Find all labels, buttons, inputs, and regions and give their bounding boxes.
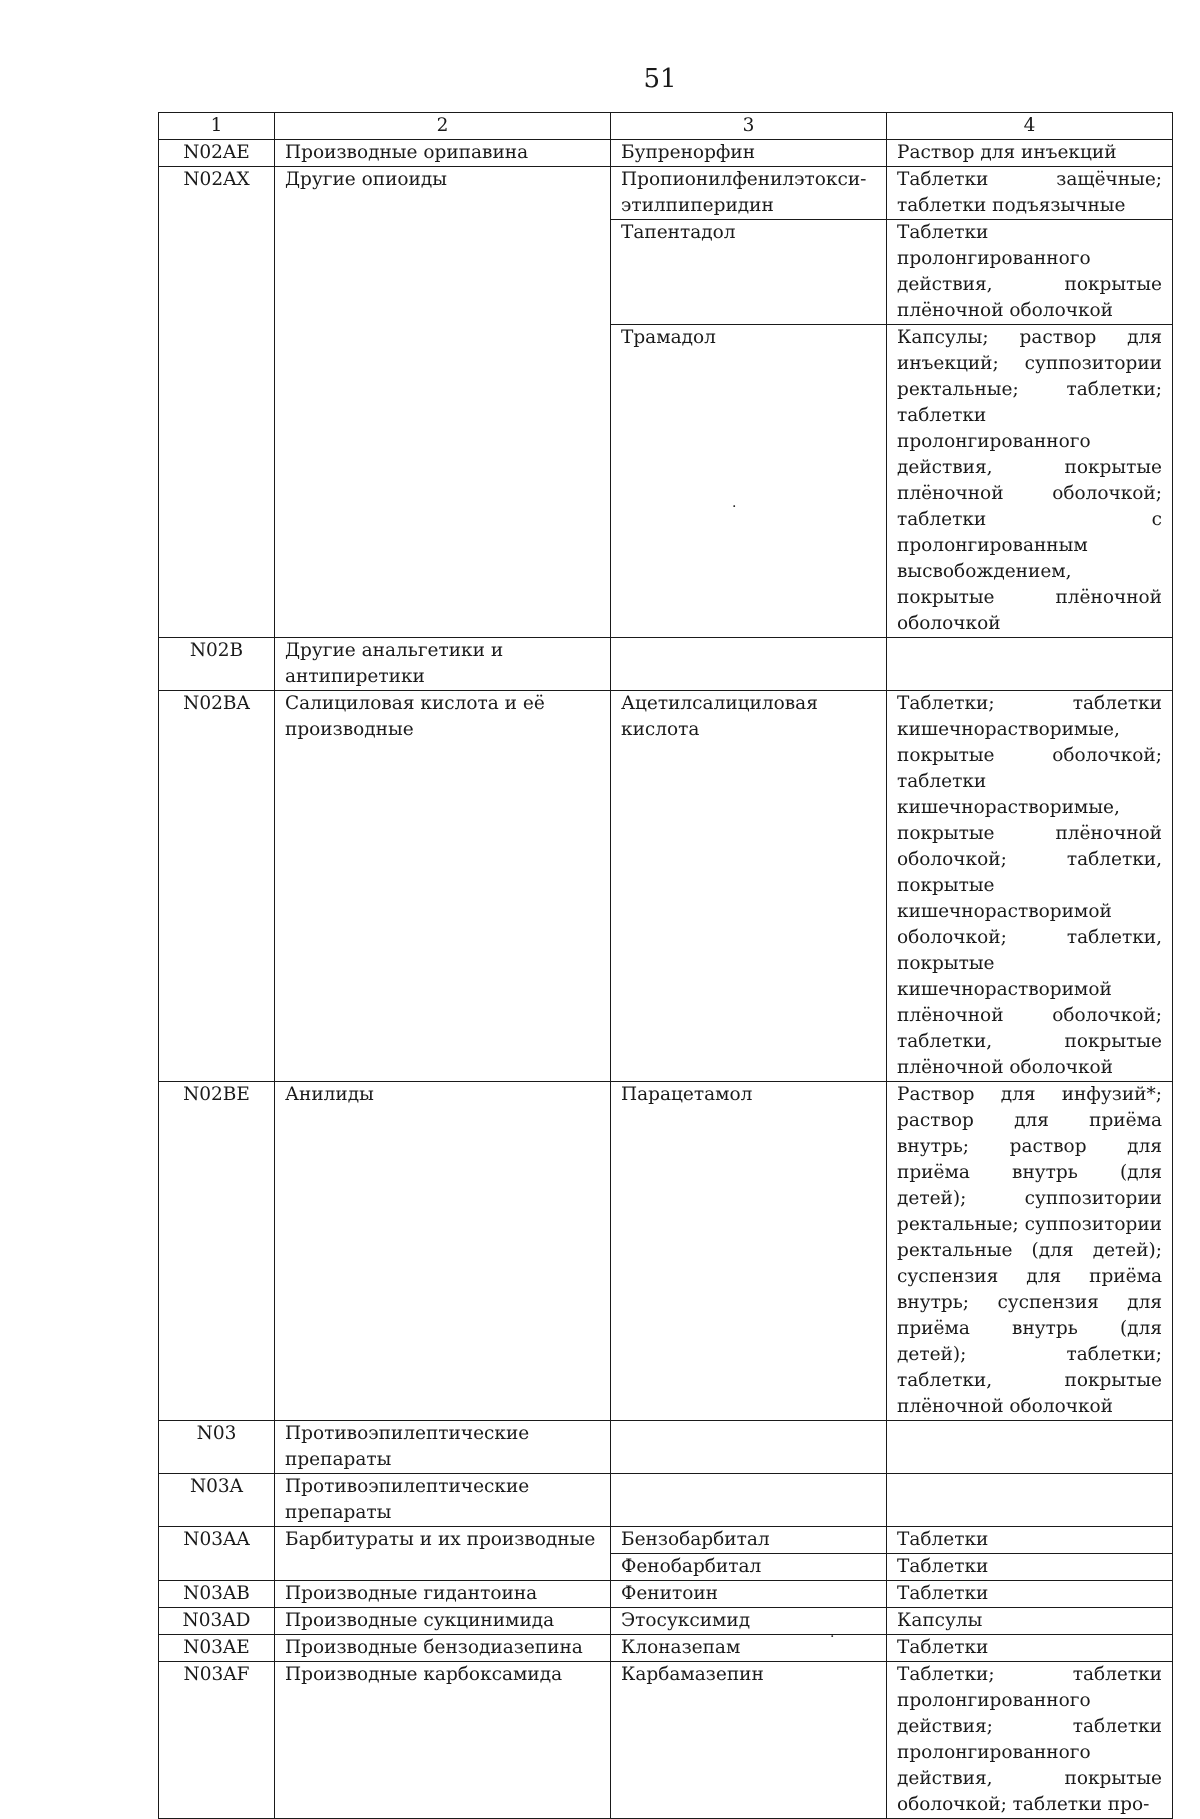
atc-code: N02AE [159,140,275,167]
dosage-form: Таблетки; таблетки пролонгированного действия; таблетки пролонгированного действия, покрытые оболочкой; таблетки про- [887,1662,1173,1819]
dosage-form [887,1421,1173,1474]
dosage-form: Раствор для инфузий*; раствор для приёма внутрь; раствор для приёма внутрь (для детей); суппозитории ректальные; суппозитории ректальные (для детей); суспензия для приёма внутрь; суспензия для приёма внутрь (для детей); таблетки; таблетки, покрытые плёночной оболочкой [887,1082,1173,1421]
drug-name: Тапентадол [611,220,887,325]
table-row [159,167,1173,220]
column-header: 1 [159,113,275,140]
drug-name: Парацетамол [611,1082,887,1421]
column-header: 2 [275,113,611,140]
atc-code: N02AX [159,167,275,638]
table-row [159,1635,1173,1662]
atc-code: N02BE [159,1082,275,1421]
atc-group: Производные сукцинимида [275,1608,611,1635]
atc-group: Производные карбоксамида [275,1662,611,1819]
table-row [159,1527,1173,1554]
dosage-form: Таблетки [887,1554,1173,1581]
atc-group: Другие опиоиды [275,167,611,638]
atc-code: N03AF [159,1662,275,1819]
atc-group: Производные гидантоина [275,1581,611,1608]
column-header: 4 [887,113,1173,140]
scan-speck: · [830,1629,835,1645]
table-row [159,1474,1173,1527]
dosage-form: Таблетки [887,1635,1173,1662]
atc-group: Другие анальгетики и антипиретики [275,638,611,691]
atc-group: Противоэпилептические препараты [275,1474,611,1527]
dosage-form: Таблетки пролонгированного действия, покрытые плёночной оболочкой [887,220,1173,325]
table-row [159,1581,1173,1608]
atc-code: N02BA [159,691,275,1082]
drug-name: Фенобарбитал [611,1554,887,1581]
table-row [159,1082,1173,1421]
drug-name [611,638,887,691]
drug-name: Фенитоин [611,1581,887,1608]
atc-group: Производные орипавина [275,140,611,167]
atc-code: N03A [159,1474,275,1527]
dosage-form: Таблетки [887,1527,1173,1554]
dosage-form: Таблетки защёчные; таблетки подъязычные [887,167,1173,220]
atc-code: N03AB [159,1581,275,1608]
drug-name: Бупренорфин [611,140,887,167]
atc-code: N03AE [159,1635,275,1662]
atc-group: Барбитураты и их производные [275,1527,611,1581]
scan-speck: · [732,499,737,515]
drug-name: Клоназепам [611,1635,887,1662]
dosage-form: Капсулы; раствор для инъекций; суппозитории ректальные; таблетки; таблетки пролонгированного действия, покрытые плёночной оболочкой; таблетки с пролонгированным высвобождением, покрытые плёночной оболочкой [887,325,1173,638]
dosage-form: Капсулы [887,1608,1173,1635]
drug-name [611,1474,887,1527]
drug-name: Бензобарбитал [611,1527,887,1554]
atc-group: Противоэпилептические препараты [275,1421,611,1474]
atc-group: Анилиды [275,1082,611,1421]
atc-group: Производные бензодиазепина [275,1635,611,1662]
drug-name: Карбамазепин [611,1662,887,1819]
dosage-form: Раствор для инъекций [887,140,1173,167]
table-row [159,638,1173,691]
drug-name: Ацетилсалициловая кислота [611,691,887,1082]
table-row [159,1662,1173,1819]
table-row [159,1608,1173,1635]
page-number: 51 [643,64,677,94]
dosage-form [887,1474,1173,1527]
dosage-form [887,638,1173,691]
dosage-form: Таблетки [887,1581,1173,1608]
table-row [159,1421,1173,1474]
atc-code: N03 [159,1421,275,1474]
dosage-form: Таблетки; таблетки кишечнорастворимые, покрытые оболочкой; таблетки кишечнорастворимые, покрытые плёночной оболочкой; таблетки, покрытые кишечнорастворимой оболочкой; таблетки, покрытые кишечнорастворимой плёночной оболочкой; таблетки, покрытые плёночной оболочкой [887,691,1173,1082]
table-row [159,140,1173,167]
drug-table [158,112,1173,1819]
atc-group: Салициловая кислота и её производные [275,691,611,1082]
column-header: 3 [611,113,887,140]
atc-code: N02B [159,638,275,691]
drug-name: Трамадол [611,325,887,638]
drug-name: Пропионилфенилэтокси-этилпиперидин [611,167,887,220]
table-header-row [159,113,1173,140]
table-row [159,691,1173,1082]
atc-code: N03AA [159,1527,275,1581]
atc-code: N03AD [159,1608,275,1635]
drug-name: Этосуксимид [611,1608,887,1635]
drug-name [611,1421,887,1474]
